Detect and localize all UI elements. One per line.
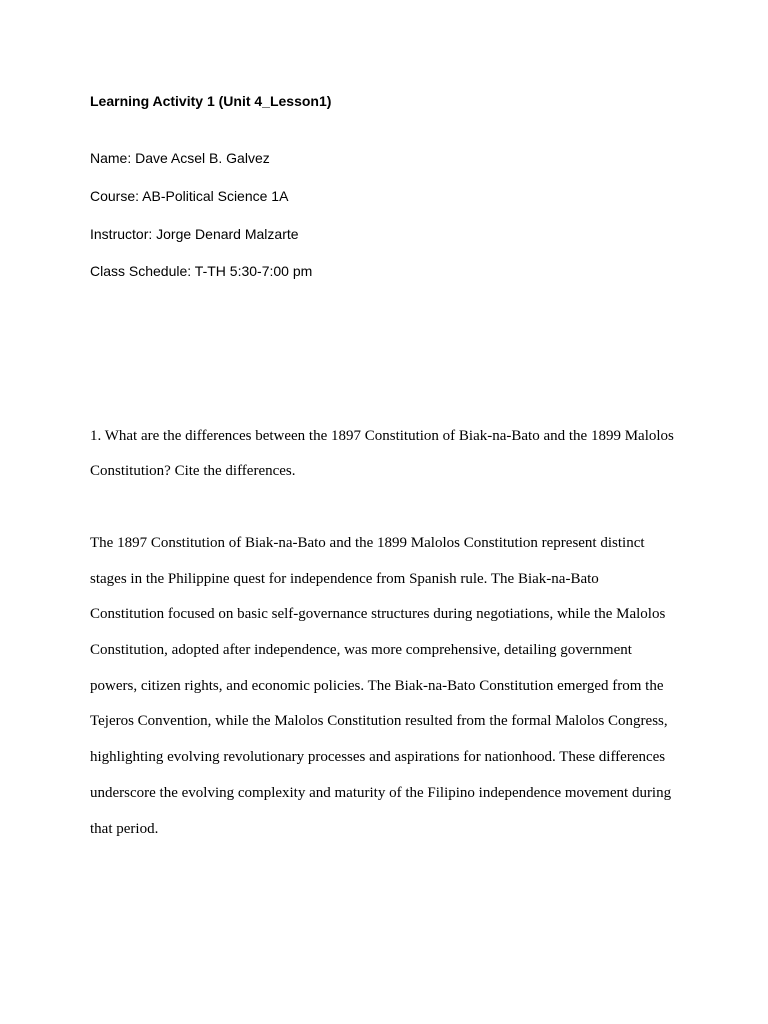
- student-name: Name: Dave Acsel B. Galvez: [90, 150, 270, 166]
- answer-line: underscore the evolving complexity and maturity of the Filipino independence movement during: [90, 785, 672, 801]
- answer-line: highlighting evolving revolutionary processes and aspirations for nationhood. These differences: [90, 749, 666, 765]
- instructor-line: Instructor: Jorge Denard Malzarte: [90, 226, 299, 242]
- answer-line: The 1897 Constitution of Biak-na-Bato and the 1899 Malolos Constitution represent distinct: [90, 535, 645, 551]
- answer-line: Constitution focused on basic self-governance structures during negotiations, while the Malolos: [90, 606, 666, 622]
- document-title: Learning Activity 1 (Unit 4_Lesson1): [90, 93, 332, 109]
- answer-line: that period.: [90, 821, 159, 837]
- question-line: 1. What are the differences between the 1897 Constitution of Biak-na-Bato and the 1899 Malolos: [90, 428, 674, 444]
- answer-line: Tejeros Convention, while the Malolos Constitution resulted from the formal Malolos Congress,: [90, 713, 668, 729]
- class-schedule-line: Class Schedule: T-TH 5:30-7:00 pm: [90, 263, 313, 279]
- answer-line: Constitution, adopted after independence, was more comprehensive, detailing government: [90, 642, 632, 658]
- course-line: Course: AB-Political Science 1A: [90, 188, 289, 204]
- answer-line: stages in the Philippine quest for independence from Spanish rule. The Biak-na-Bato: [90, 571, 599, 587]
- question-line: Constitution? Cite the differences.: [90, 463, 296, 479]
- answer-line: powers, citizen rights, and economic policies. The Biak-na-Bato Constitution emerged from the: [90, 678, 664, 694]
